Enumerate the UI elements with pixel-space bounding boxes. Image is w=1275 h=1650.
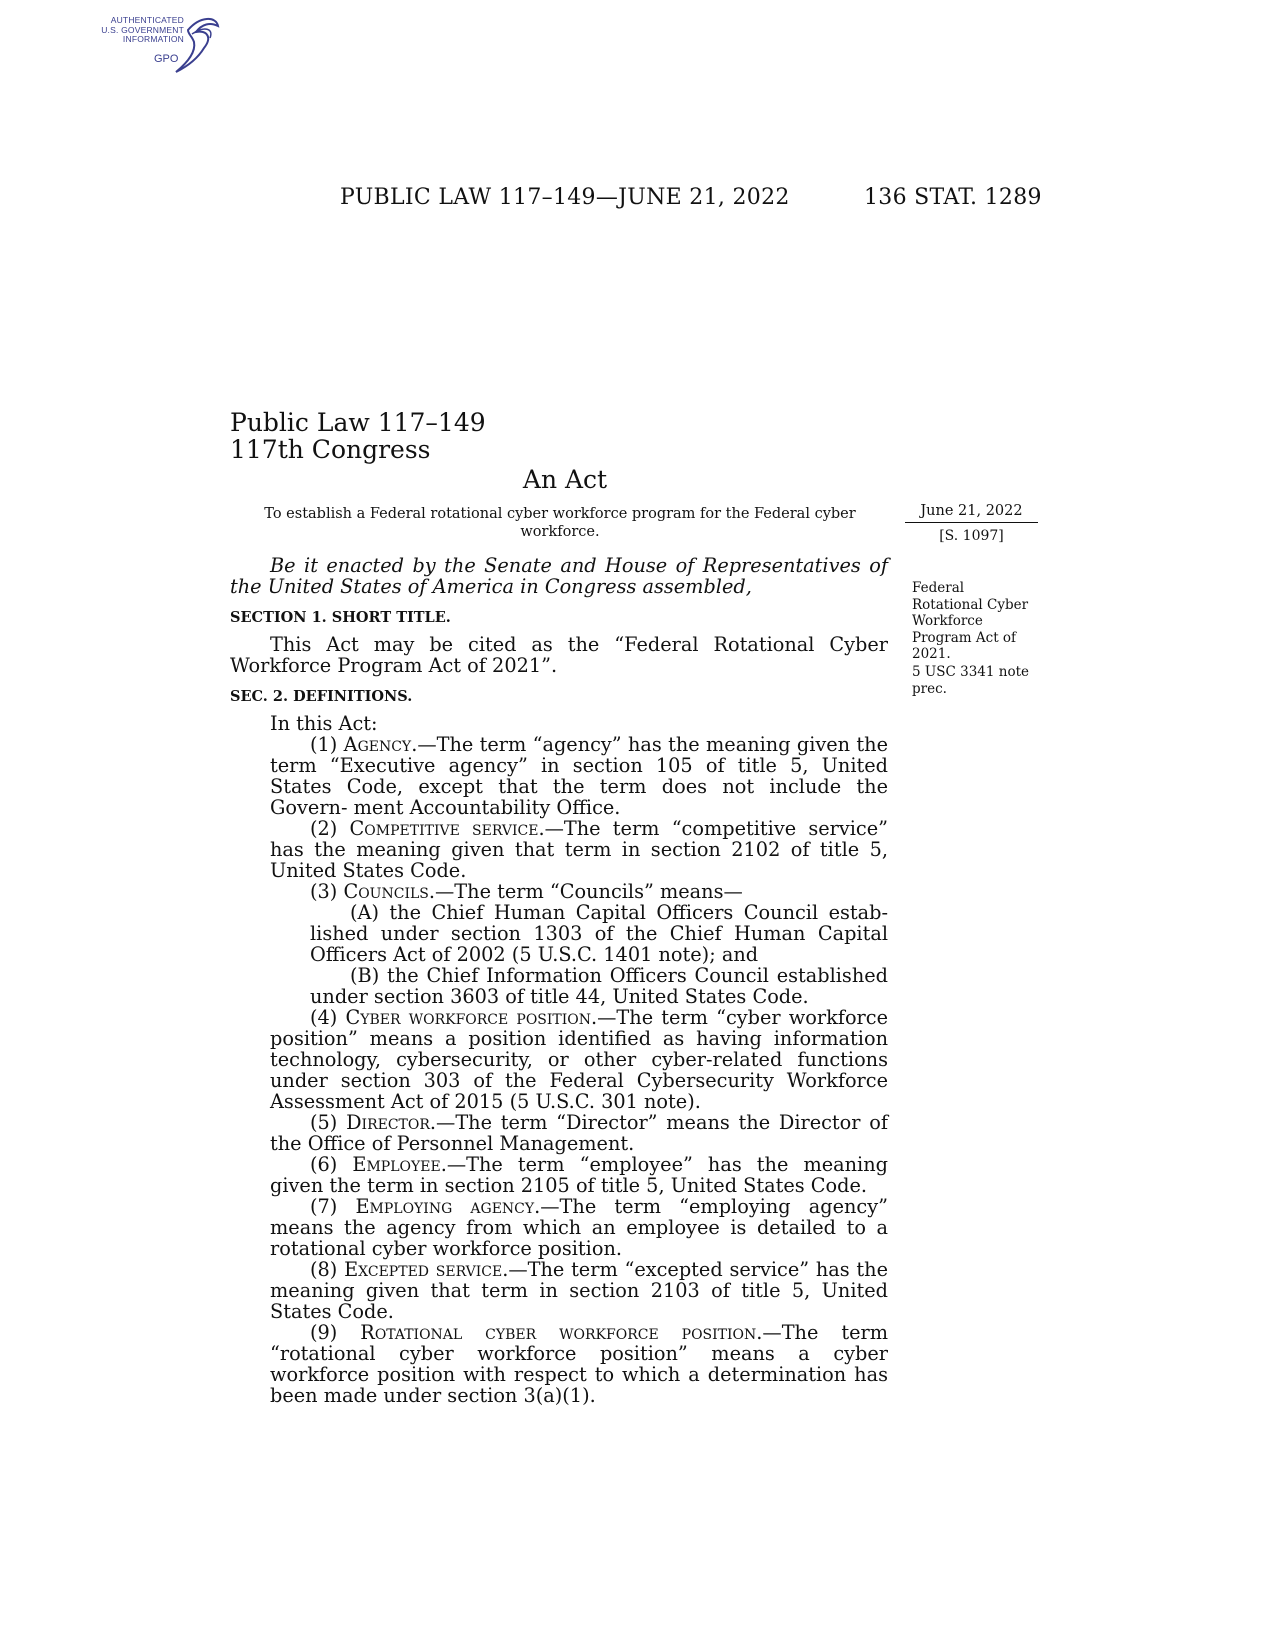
congress: 117th Congress: [230, 435, 431, 464]
running-head-stat: 136 STAT. 1289: [864, 185, 1042, 210]
margin-note-line: Rotational Cyber: [912, 596, 1029, 613]
definition-item: (8) Excepted service.—The term “excepted service” has the meaning given that term in section 2103 of title 5, United States Code.: [270, 1258, 888, 1323]
act-heading: An Act: [522, 465, 608, 494]
margin-note-line: Program Act of: [912, 629, 1017, 646]
definitions-list: [270, 713, 888, 1406]
margin-usc-note: [912, 664, 1042, 697]
enacting-clause: Be it enacted by the Senate and House of Representatives of the United States of America in Congress assembled,: [230, 554, 888, 598]
section-2-heading: SEC. 2. DEFINITIONS.: [230, 688, 413, 705]
margin-date: June 21, 2022: [905, 503, 1038, 523]
margin-short-title-note: [912, 580, 1042, 663]
running-head-title: PUBLIC LAW 117–149—JUNE 21, 2022: [340, 185, 790, 210]
seal-line-3: INFORMATION: [122, 34, 184, 44]
sub-definition-item: (A) the Chief Human Capital Officers Council estab- lished under section 1303 of the Chief Human Capital Officers Act of 2002 (5 U.S.C. 1401 note); and: [310, 901, 888, 966]
margin-bill-number: [S. 1097]: [939, 528, 1004, 544]
seal-line-1: AUTHENTICATED: [110, 15, 184, 25]
section-1-heading: SECTION 1. SHORT TITLE.: [230, 609, 451, 626]
definition-item: (6) Employee.—The term “employee” has the meaning given the term in section 2105 of title 5, United States Code.: [270, 1153, 888, 1197]
seal-gpo: GPO: [154, 53, 179, 65]
public-law-number: Public Law 117–149: [230, 408, 486, 437]
seal-line-2: U.S. GOVERNMENT: [101, 24, 184, 35]
definition-item: (2) Competitive service.—The term “competitive service” has the meaning given that term in section 2102 of title 5, United States Code.: [270, 817, 889, 882]
definition-term: Competitive service: [349, 817, 539, 840]
section-1-text: This Act may be cited as the “Federal Rotational Cyber Workforce Program Act of 2021”.: [230, 633, 888, 677]
margin-note-line: 2021.: [912, 646, 951, 662]
definition-term: Rotational cyber workforce position: [360, 1321, 757, 1344]
definition-term: Excepted service: [344, 1258, 503, 1281]
definition-item: (5) Director.—The term “Director” means the Director of the Office of Personnel Management.: [270, 1111, 888, 1155]
margin-usc-line: prec.: [912, 680, 947, 697]
definition-item: (4) Cyber workforce position.—The term “cyber workforce position” means a position identified as having information technology, cybersecurity, or other cyber-related functions under section 303 of the Federal Cybersecurity Workforce Assessment Act of 2015 (5 U.S.C. 301 note).: [270, 1006, 888, 1113]
definition-item: (9) Rotational cyber workforce position.—The term “rotational cyber workforce position” means a cyber workforce position with respect to which a determination has been made under section 3(a)(1).: [270, 1321, 889, 1407]
definition-term: Director: [346, 1111, 430, 1134]
definition-term: Councils: [343, 880, 429, 903]
definition-item: (1) Agency.—The term “agency” has the meaning given the term “Executive agency” in section 105 of title 5, United States Code, except that the term does not include the Govern- ment Accountability Office.: [270, 733, 888, 819]
definitions-intro: In this Act:: [270, 712, 378, 735]
definition-term: Cyber workforce position: [345, 1006, 592, 1029]
margin-usc-line: 5 USC 3341 note: [912, 664, 1030, 680]
definition-term: Employing agency: [355, 1195, 535, 1218]
act-body: [230, 555, 888, 1406]
definition-item: (7) Employing agency.—The term “employing agency” means the agency from which an employee is detailed to a rotational cyber workforce position.: [270, 1195, 888, 1260]
definition-term: Employee: [352, 1153, 441, 1176]
gpo-seal-logo: [92, 8, 222, 78]
margin-note-line: Federal: [912, 580, 965, 596]
purpose-statement: To establish a Federal rotational cyber workforce program for the Federal cyber workforce.: [264, 506, 856, 540]
definition-item: (3) Councils.—The term “Councils” means—: [310, 880, 743, 903]
margin-note-line: Workforce: [912, 613, 983, 629]
definition-term: Agency: [343, 733, 412, 756]
sub-definition-item: (B) the Chief Information Officers Council established under section 3603 of title 44, United States Code.: [310, 964, 888, 1008]
